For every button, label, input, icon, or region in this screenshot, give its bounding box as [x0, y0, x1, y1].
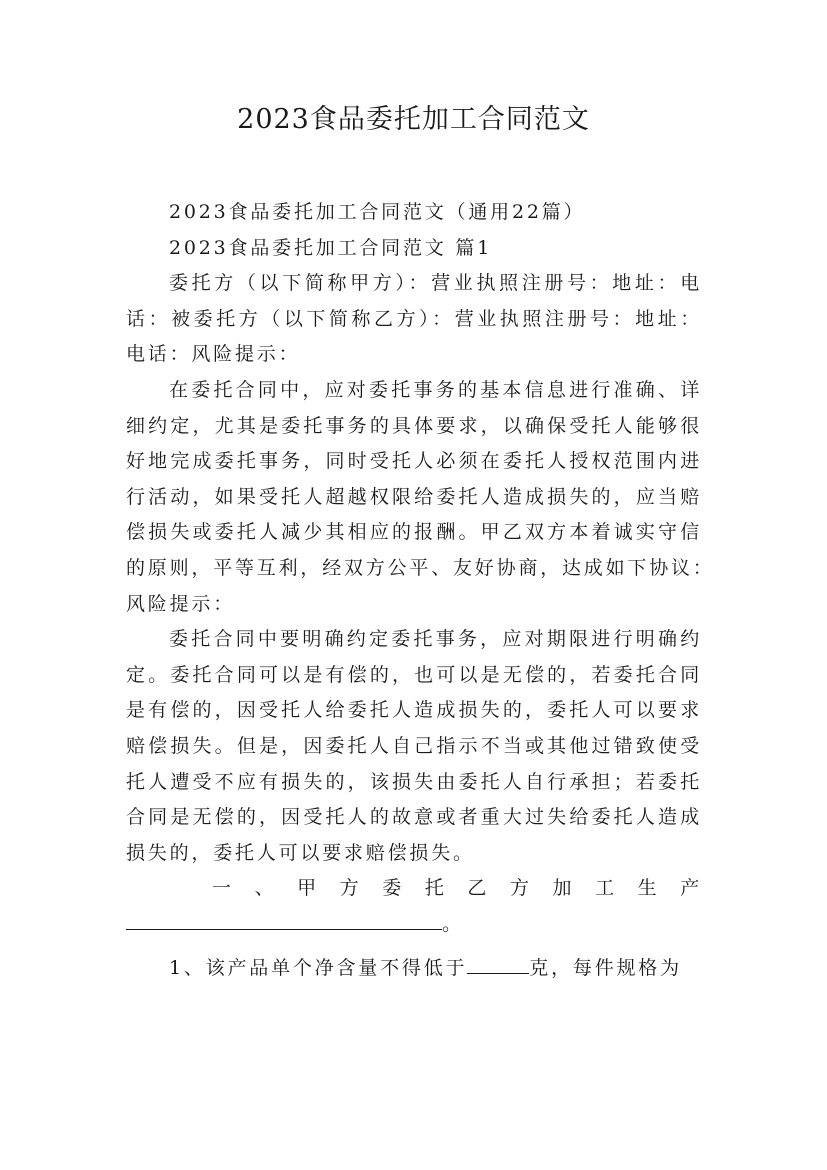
- heading-char: 加: [552, 877, 575, 900]
- text-line: 定。委托合同可以是有偿的，也可以是无偿的，若委托合同: [126, 663, 702, 686]
- section-1-blank-line: [126, 907, 702, 943]
- heading-char: 生: [637, 877, 660, 900]
- text-line: 风险提示：: [126, 592, 236, 615]
- item-1-text: 1、该产品单个净含量不得低于: [169, 956, 468, 979]
- document-title: 2023食品委托加工合同范文: [237, 104, 590, 135]
- heading-char: 方: [339, 877, 362, 900]
- document-subtitle: 2023食品委托加工合同范文（通用22篇）: [169, 201, 586, 223]
- text-line: 话：被委托方（以下简称乙方）：营业执照注册号：地址：: [126, 307, 702, 330]
- text-line: 合同是无偿的，因受托人的故意或者重大过失给委托人造成: [126, 806, 702, 829]
- heading-char: 托: [424, 877, 447, 900]
- heading-char: 工: [595, 877, 617, 900]
- heading-char: 产: [680, 877, 702, 900]
- item-1-text-continued: 克，每件规格为: [529, 956, 682, 979]
- fill-in-blank: [126, 907, 442, 930]
- text-line: 委托合同中要明确约定委托事务，应对期限进行明确约: [169, 628, 702, 651]
- heading-char: 乙: [467, 877, 490, 900]
- risk-paragraph-2: [126, 622, 702, 871]
- text-line: 赔偿损失。但是，因委托人自己指示不当或其他过错致使受: [126, 734, 702, 757]
- text-line: 电话：风险提示：: [126, 343, 301, 366]
- section-1-heading: [126, 871, 702, 907]
- risk-paragraph-1: [126, 373, 715, 622]
- parties-paragraph: [126, 266, 702, 373]
- article-heading: 2023食品委托加工合同范文 篇1: [169, 236, 493, 259]
- heading-char: 甲: [297, 877, 319, 900]
- text-line: 偿损失或委托人减少其相应的报酬。甲乙双方本着诚实守信: [126, 521, 702, 544]
- text-line: 在委托合同中，应对委托事务的基本信息进行准确、详: [169, 378, 702, 401]
- text-line: 损失的，委托人可以要求赔偿损失。: [126, 841, 475, 864]
- text-line: 行活动，如果受托人超越权限给委托人造成损失的，应当赔: [126, 485, 702, 508]
- section-1-end-mark: 。: [442, 912, 464, 935]
- heading-char: 方: [509, 877, 532, 900]
- heading-char: 、: [254, 877, 277, 900]
- fill-in-blank: [467, 951, 529, 974]
- heading-char: 一: [212, 877, 234, 900]
- text-line: 的原则，平等互利，经双方公平、友好协商，达成如下协议：: [126, 556, 715, 579]
- text-line: 好地完成委托事务，同时受托人必须在委托人授权范围内进: [126, 450, 702, 473]
- text-line: 细约定，尤其是委托事务的具体要求，以确保受托人能够很: [126, 414, 702, 437]
- text-line: 托人遭受不应有损失的，该损失由委托人自行承担；若委托: [126, 770, 702, 793]
- document-body: [126, 195, 715, 987]
- text-line: 委托方（以下简称甲方）：营业执照注册号：地址：电: [169, 272, 702, 295]
- text-line: 是有偿的，因受托人给委托人造成损失的，委托人可以要求: [126, 699, 702, 722]
- heading-char: 委: [382, 877, 405, 900]
- item-1-line: [126, 951, 702, 987]
